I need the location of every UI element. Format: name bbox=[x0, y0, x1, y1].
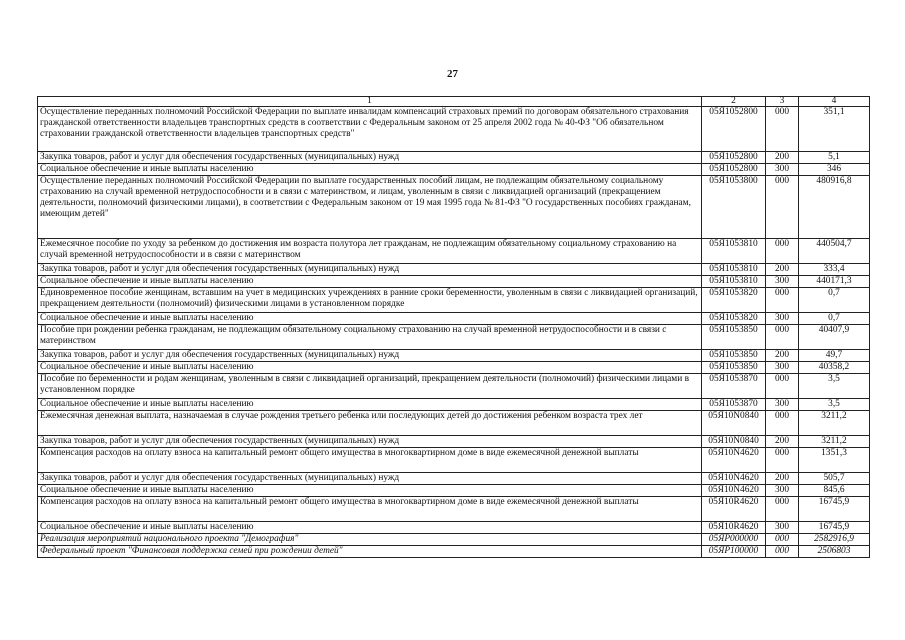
table-row bbox=[38, 374, 870, 399]
table-header-row bbox=[38, 97, 870, 107]
row-expense-type-cell: 000 bbox=[766, 325, 799, 350]
row-code-cell: 05Я1053850 bbox=[702, 350, 766, 362]
row-expense-type-cell: 300 bbox=[766, 313, 799, 325]
row-expense-type-cell: 300 bbox=[766, 399, 799, 411]
row-code-cell: 05Я1053810 bbox=[702, 264, 766, 276]
table-row bbox=[38, 239, 870, 264]
row-name-cell: Осуществление переданных полномочий Российской Федерации по выплате государственных пособий лицам, не подлежащим обязательному социальному страхованию на случай временной нетрудоспособности и в связи с материнством, и лицам, уволенным в связи с ликвидацией организаций (прекращением деятельности, полномочий физическими лицами), в соответствии с Федеральным законом от 19 мая 1995 года № 81-ФЗ "О государственных пособиях гражданам, имеющим детей" bbox=[38, 176, 702, 239]
row-amount-cell: 3,5 bbox=[799, 399, 870, 411]
row-code-cell: 05Я10R4620 bbox=[702, 497, 766, 522]
row-name-cell: Закупка товаров, работ и услуг для обеспечения государственных (муниципальных) нужд bbox=[38, 436, 702, 448]
row-expense-type-cell: 000 bbox=[766, 239, 799, 264]
row-name-cell: Пособие по беременности и родам женщинам, уволенным в связи с ликвидацией организаций, прекращением деятельности (полномочий) физическими лицами в установленном порядке bbox=[38, 374, 702, 399]
row-expense-type-cell: 300 bbox=[766, 164, 799, 176]
row-code-cell: 05Я1053870 bbox=[702, 374, 766, 399]
table-row bbox=[38, 152, 870, 164]
row-amount-cell: 0,7 bbox=[799, 313, 870, 325]
row-expense-type-cell: 300 bbox=[766, 276, 799, 288]
row-code-cell: 05ЯP100000 bbox=[702, 546, 766, 558]
row-name-cell: Социальное обеспечение и иные выплаты населению bbox=[38, 313, 702, 325]
row-amount-cell: 440171,3 bbox=[799, 276, 870, 288]
row-expense-type-cell: 300 bbox=[766, 362, 799, 374]
row-name-cell: Социальное обеспечение и иные выплаты населению bbox=[38, 399, 702, 411]
row-code-cell: 05Я1053810 bbox=[702, 276, 766, 288]
row-amount-cell: 5,1 bbox=[799, 152, 870, 164]
row-name-cell: Закупка товаров, работ и услуг для обеспечения государственных (муниципальных) нужд bbox=[38, 264, 702, 276]
row-amount-cell: 3211,2 bbox=[799, 436, 870, 448]
row-code-cell: 05Я1053850 bbox=[702, 362, 766, 374]
table-row bbox=[38, 436, 870, 448]
row-amount-cell: 505,7 bbox=[799, 473, 870, 485]
table-row bbox=[38, 522, 870, 534]
budget-table bbox=[37, 96, 870, 558]
page-number: 27 bbox=[447, 68, 458, 80]
table-row bbox=[38, 350, 870, 362]
row-name-cell: Единовременное пособие женщинам, вставшим на учет в медицинских учреждениях в ранние сроки беременности, уволенным в связи с ликвидацией организаций, прекращением деятельности (полномочий) физическими лицами в установленном порядке bbox=[38, 288, 702, 313]
row-expense-type-cell: 000 bbox=[766, 176, 799, 239]
table-row bbox=[38, 288, 870, 313]
row-name-cell: Социальное обеспечение и иные выплаты населению bbox=[38, 485, 702, 497]
row-amount-cell: 3,5 bbox=[799, 374, 870, 399]
table-row bbox=[38, 448, 870, 473]
row-code-cell: 05ЯP000000 bbox=[702, 534, 766, 546]
row-code-cell: 05Я1052800 bbox=[702, 152, 766, 164]
table-row bbox=[38, 534, 870, 546]
row-amount-cell: 333,4 bbox=[799, 264, 870, 276]
row-amount-cell: 0,7 bbox=[799, 288, 870, 313]
table-row bbox=[38, 313, 870, 325]
header-col-1: 1 bbox=[38, 97, 702, 107]
row-name-cell: Закупка товаров, работ и услуг для обеспечения государственных (муниципальных) нужд bbox=[38, 152, 702, 164]
row-code-cell: 05Я1053870 bbox=[702, 399, 766, 411]
row-expense-type-cell: 000 bbox=[766, 497, 799, 522]
table-body bbox=[38, 107, 870, 558]
table-row bbox=[38, 107, 870, 152]
row-amount-cell: 346 bbox=[799, 164, 870, 176]
row-name-cell: Социальное обеспечение и иные выплаты населению bbox=[38, 522, 702, 534]
row-expense-type-cell: 000 bbox=[766, 107, 799, 152]
row-name-cell: Компенсация расходов на оплату взноса на капитальный ремонт общего имущества в многоквартирном доме в виде ежемесячной денежной выплаты bbox=[38, 448, 702, 473]
row-code-cell: 05Я1053850 bbox=[702, 325, 766, 350]
row-name-cell: Социальное обеспечение и иные выплаты населению bbox=[38, 164, 702, 176]
table-row bbox=[38, 399, 870, 411]
row-amount-cell: 440504,7 bbox=[799, 239, 870, 264]
table-row bbox=[38, 546, 870, 558]
row-name-cell: Федеральный проект "Финансовая поддержка семей при рождении детей" bbox=[38, 546, 702, 558]
row-amount-cell: 2506803 bbox=[799, 546, 870, 558]
row-expense-type-cell: 300 bbox=[766, 485, 799, 497]
row-name-cell: Осуществление переданных полномочий Российской Федерации по выплате инвалидам компенсаций страховых премий по договорам обязательного страхования гражданской ответственности владельцев транспортных средств в соответствии с Федеральным законом от 25 апреля 2002 года № 40-ФЗ "Об обязательном страховании гражданской ответственности владельцев транспортных средств" bbox=[38, 107, 702, 152]
row-code-cell: 05Я10N4620 bbox=[702, 485, 766, 497]
row-expense-type-cell: 200 bbox=[766, 264, 799, 276]
row-code-cell: 05Я1053800 bbox=[702, 176, 766, 239]
row-name-cell: Ежемесячная денежная выплата, назначаемая в случае рождения третьего ребенка или последующих детей до достижения ребенком возраста трех лет bbox=[38, 411, 702, 436]
header-col-3: 3 bbox=[766, 97, 799, 107]
row-amount-cell: 3211,2 bbox=[799, 411, 870, 436]
row-amount-cell: 845,6 bbox=[799, 485, 870, 497]
row-expense-type-cell: 200 bbox=[766, 436, 799, 448]
row-name-cell: Пособие при рождении ребенка гражданам, не подлежащим обязательному социальному страхованию на случай временной нетрудоспособности и в связи с материнством bbox=[38, 325, 702, 350]
header-col-4: 4 bbox=[799, 97, 870, 107]
row-expense-type-cell: 000 bbox=[766, 411, 799, 436]
row-expense-type-cell: 000 bbox=[766, 288, 799, 313]
row-code-cell: 05Я1052800 bbox=[702, 107, 766, 152]
row-code-cell: 05Я1053820 bbox=[702, 288, 766, 313]
row-expense-type-cell: 200 bbox=[766, 350, 799, 362]
row-code-cell: 05Я1053810 bbox=[702, 239, 766, 264]
row-amount-cell: 49,7 bbox=[799, 350, 870, 362]
table-row bbox=[38, 325, 870, 350]
row-expense-type-cell: 300 bbox=[766, 522, 799, 534]
row-name-cell: Компенсация расходов на оплату взноса на капитальный ремонт общего имущества в многоквартирном доме в виде ежемесячной денежной выплаты bbox=[38, 497, 702, 522]
header-col-2: 2 bbox=[702, 97, 766, 107]
row-amount-cell: 40358,2 bbox=[799, 362, 870, 374]
row-name-cell: Закупка товаров, работ и услуг для обеспечения государственных (муниципальных) нужд bbox=[38, 350, 702, 362]
row-name-cell: Ежемесячное пособие по уходу за ребенком до достижения им возраста полутора лет гражданам, не подлежащим обязательному социальному страхованию на случай временной нетрудоспособности и в связи с материнством bbox=[38, 239, 702, 264]
row-code-cell: 05Я10N0840 bbox=[702, 411, 766, 436]
table-row bbox=[38, 485, 870, 497]
row-code-cell: 05Я10R4620 bbox=[702, 522, 766, 534]
row-expense-type-cell: 200 bbox=[766, 473, 799, 485]
row-amount-cell: 40407,9 bbox=[799, 325, 870, 350]
row-code-cell: 05Я10N4620 bbox=[702, 473, 766, 485]
table-row bbox=[38, 176, 870, 239]
row-expense-type-cell: 000 bbox=[766, 448, 799, 473]
row-amount-cell: 1351,3 bbox=[799, 448, 870, 473]
row-name-cell: Реализация мероприятий национального проекта "Демография" bbox=[38, 534, 702, 546]
row-amount-cell: 351,1 bbox=[799, 107, 870, 152]
row-expense-type-cell: 000 bbox=[766, 374, 799, 399]
row-amount-cell: 16745,9 bbox=[799, 522, 870, 534]
table-row bbox=[38, 362, 870, 374]
table-row bbox=[38, 276, 870, 288]
row-code-cell: 05Я1053820 bbox=[702, 313, 766, 325]
row-amount-cell: 2582916,9 bbox=[799, 534, 870, 546]
table-row bbox=[38, 164, 870, 176]
table-row bbox=[38, 411, 870, 436]
row-expense-type-cell: 000 bbox=[766, 534, 799, 546]
row-expense-type-cell: 200 bbox=[766, 152, 799, 164]
row-code-cell: 05Я10N0840 bbox=[702, 436, 766, 448]
row-amount-cell: 480916,8 bbox=[799, 176, 870, 239]
row-code-cell: 05Я10N4620 bbox=[702, 448, 766, 473]
table-row bbox=[38, 264, 870, 276]
table-row bbox=[38, 497, 870, 522]
row-expense-type-cell: 000 bbox=[766, 546, 799, 558]
row-name-cell: Социальное обеспечение и иные выплаты населению bbox=[38, 276, 702, 288]
row-amount-cell: 16745,9 bbox=[799, 497, 870, 522]
row-name-cell: Социальное обеспечение и иные выплаты населению bbox=[38, 362, 702, 374]
table-row bbox=[38, 473, 870, 485]
row-code-cell: 05Я1052800 bbox=[702, 164, 766, 176]
row-name-cell: Закупка товаров, работ и услуг для обеспечения государственных (муниципальных) нужд bbox=[38, 473, 702, 485]
